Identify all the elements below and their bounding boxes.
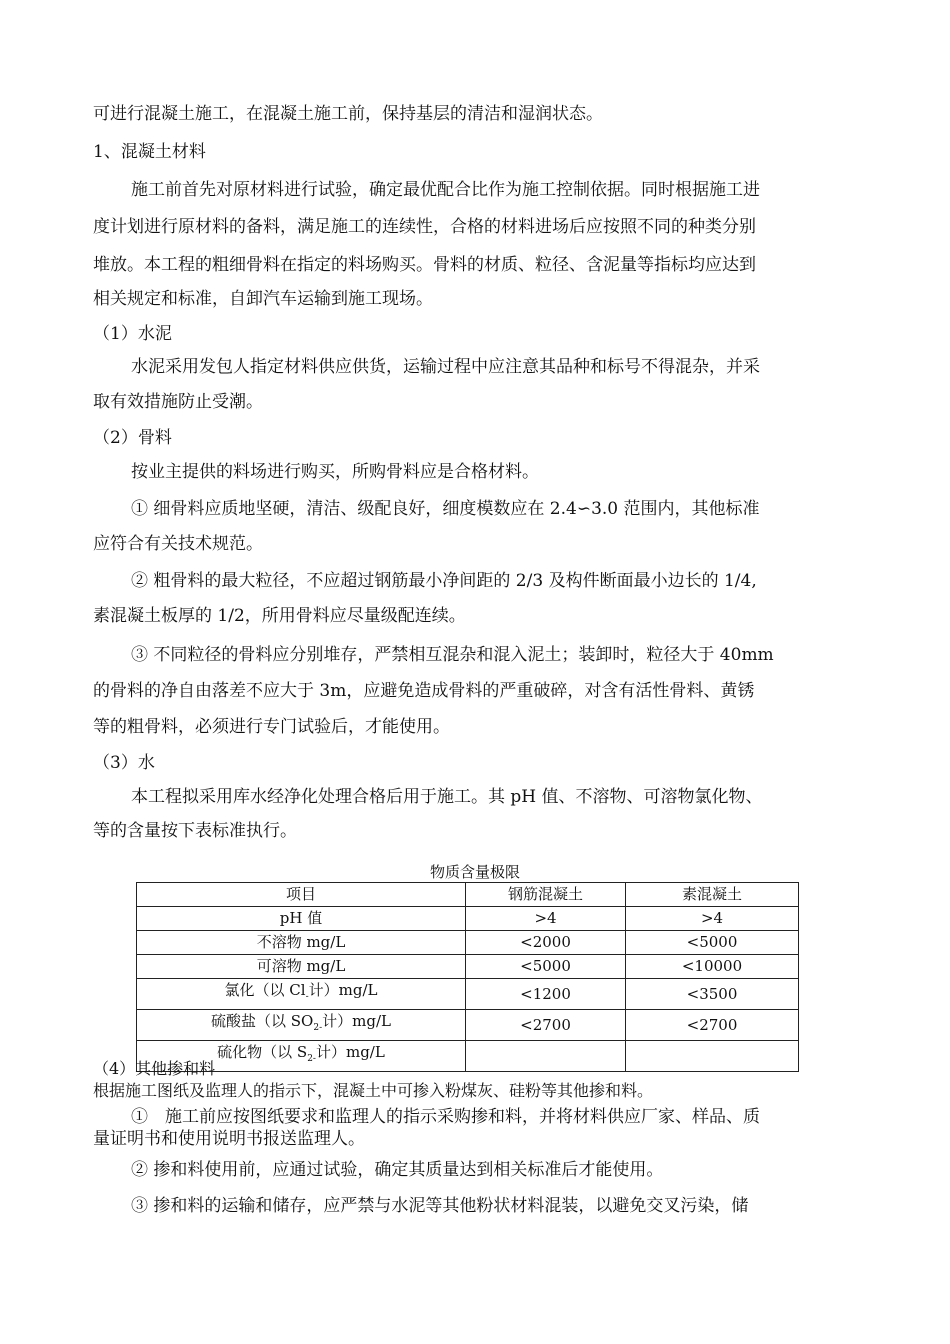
paragraph-line: 应符合有关技术规范。 [93, 534, 263, 554]
table-row [137, 1041, 799, 1072]
cell-pc: <3500 [626, 979, 799, 1010]
table-row [137, 931, 799, 955]
paragraph-line: 堆放。本工程的粗细骨料在指定的料场购买。骨料的材质、粒径、含泥量等指标均应达到 [93, 255, 756, 275]
cell-item-text: 硫化物（以 S [217, 1043, 308, 1061]
table-row [137, 907, 799, 931]
paragraph-line: 施工前首先对原材料进行试验，确定最优配合比作为施工控制依据。同时根据施工进 [131, 180, 760, 200]
header-reinforced-concrete: 钢筋混凝土 [466, 883, 626, 907]
cell-rc [466, 1041, 626, 1072]
header-plain-concrete: 素混凝土 [626, 883, 799, 907]
subsection-heading: （1）水泥 [93, 324, 172, 344]
paragraph-line: ③ 不同粒径的骨料应分别堆存，严禁相互混杂和混入泥土；装卸时，粒径大于 40mm [131, 645, 774, 665]
table-caption: 物质含量极限 [429, 863, 520, 881]
cell-item-text: 氯化（以 Cl [224, 981, 306, 999]
paragraph-line: 等的粗骨料，必须进行专门试验后，才能使用。 [93, 717, 450, 737]
cell-item: 可溶物 mg/L [137, 955, 466, 979]
cell-item-text: 硫酸盐（以 SO [211, 1012, 314, 1030]
paragraph-line: 相关规定和标准，自卸汽车运输到施工现场。 [93, 289, 433, 309]
section-heading: 1、混凝土材料 [93, 142, 206, 162]
subsection-heading: （4）其他掺和料 [93, 1059, 216, 1078]
header-item: 项目 [137, 883, 466, 907]
paragraph-line: 度计划进行原材料的备料，满足施工的连续性，合格的材料进场后应按照不同的种类分别 [93, 217, 756, 237]
paragraph-line: 量证明书和使用说明书报送监理人。 [93, 1129, 365, 1149]
paragraph-line: 素混凝土板厚的 1/2，所用骨料应尽量级配连续。 [93, 606, 466, 626]
paragraph-line: ③ 掺和料的运输和储存，应严禁与水泥等其他粉状材料混装，以避免交叉污染，储 [131, 1196, 749, 1216]
cell-rc: <5000 [466, 955, 626, 979]
cell-item [137, 979, 466, 1010]
table-row [137, 1010, 799, 1041]
cell-rc: >4 [466, 907, 626, 931]
paragraph-line: ① 施工前应按图纸要求和监理人的指示采购掺和料，并将材料供应厂家、样品、质 [131, 1107, 760, 1127]
cell-item: pH 值 [137, 907, 466, 931]
cell-pc: <10000 [626, 955, 799, 979]
table-header-row [137, 883, 799, 907]
cell-item [137, 1010, 466, 1041]
cell-item-text: 计）mg/L [315, 1043, 385, 1061]
paragraph-line: 的骨料的净自由落差不应大于 3m，应避免造成骨料的严重破碎，对含有活性骨料、黄锈 [93, 681, 755, 701]
paragraph-line: 根据施工图纸及监理人的指示下，混凝土中可掺入粉煤灰、硅粉等其他掺和料。 [93, 1081, 654, 1100]
paragraph-line: 取有效措施防止受潮。 [93, 392, 263, 412]
subsection-heading: （2）骨料 [93, 428, 172, 448]
cell-item-subscript: 2- [313, 1023, 323, 1033]
paragraph-line: 等的含量按下表标准执行。 [93, 821, 297, 841]
cell-pc [626, 1041, 799, 1072]
content-limit-table [136, 882, 799, 1072]
paragraph-line: 水泥采用发包人指定材料供应供货，运输过程中应注意其品种和标号不得混杂，并采 [131, 357, 760, 377]
subsection-heading: （3）水 [93, 753, 155, 773]
table-row [137, 955, 799, 979]
table-row [137, 979, 799, 1010]
cell-rc: <1200 [466, 979, 626, 1010]
cell-item-subscript: - [305, 992, 309, 1002]
paragraph-line: 本工程拟采用库水经净化处理合格后用于施工。其 pH 值、不溶物、可溶物氯化物、 [131, 787, 763, 807]
paragraph-line: ② 掺和料使用前，应通过试验，确定其质量达到相关标准后才能使用。 [131, 1160, 664, 1180]
cell-item: 不溶物 mg/L [137, 931, 466, 955]
cell-item-text: 计）mg/L [322, 1012, 391, 1030]
paragraph-line: 可进行混凝土施工，在混凝土施工前，保持基层的清洁和湿润状态。 [93, 104, 603, 124]
cell-pc: <5000 [626, 931, 799, 955]
paragraph-line: ① 细骨料应质地坚硬，清洁、级配良好，细度模数应在 2.4∽3.0 范围内，其他标准 [131, 499, 760, 519]
cell-item-text: 计）mg/L [308, 981, 378, 999]
paragraph-line: 按业主提供的料场进行购买，所购骨料应是合格材料。 [131, 462, 539, 482]
cell-pc: <2700 [626, 1010, 799, 1041]
cell-item-subscript: 2- [307, 1054, 316, 1064]
paragraph-line: ② 粗骨料的最大粒径，不应超过钢筋最小净间距的 2/3 及构件断面最小边长的 1/4, [131, 571, 757, 591]
cell-pc: >4 [626, 907, 799, 931]
cell-rc: <2700 [466, 1010, 626, 1041]
cell-rc: <2000 [466, 931, 626, 955]
